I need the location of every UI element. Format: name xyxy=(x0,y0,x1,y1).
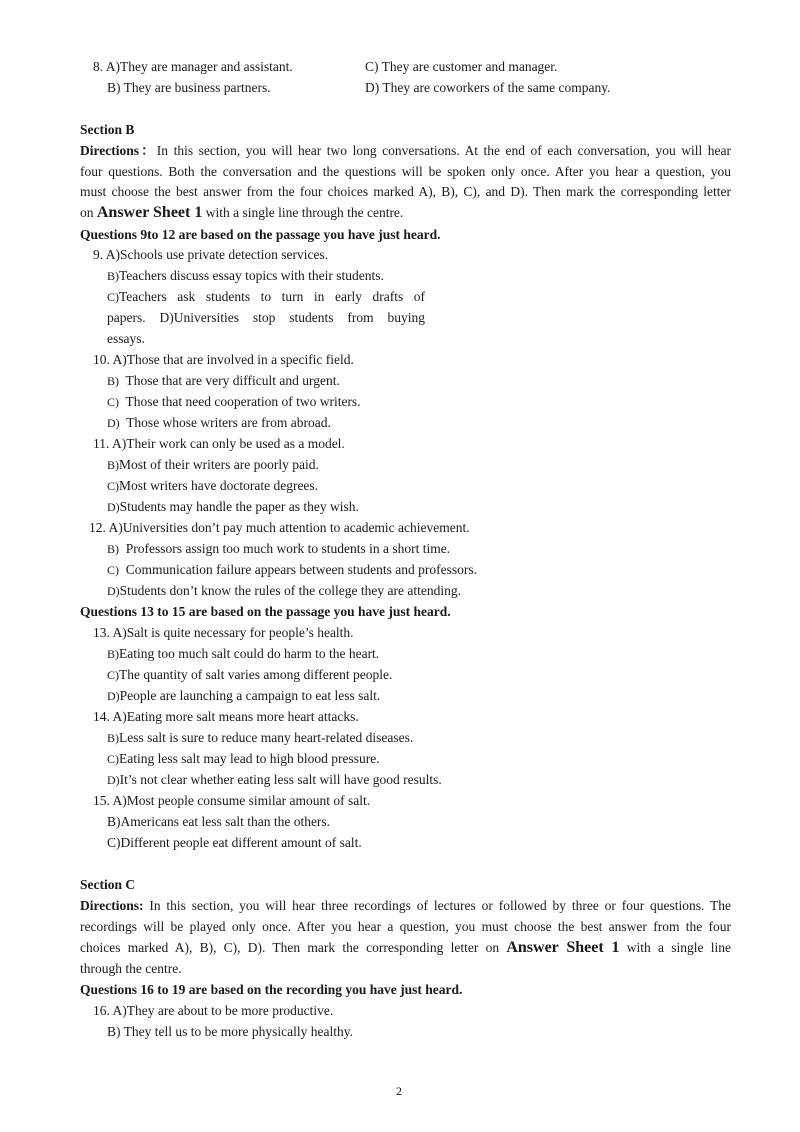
q10-option-c: C) Those that need cooperation of two writers. xyxy=(107,394,361,409)
q16-option-b: B) They tell us to be more physically healthy. xyxy=(107,1024,353,1039)
questions-13-15-heading: Questions 13 to 15 are based on the passage you have just heard. xyxy=(80,604,451,619)
q8-option-d: D) They are coworkers of the same company. xyxy=(365,80,611,95)
q12-option-c: C) Communication failure appears between students and professors. xyxy=(107,562,478,577)
q15-option-b: B)Americans eat less salt than the others. xyxy=(107,814,331,829)
q10-option-a: 10. A)Those that are involved in a specific field. xyxy=(93,352,354,367)
section-c-directions-line1: Directions: In this section, you will hear three recordings of lectures or followed by three or four questions. The xyxy=(80,898,731,913)
q12-option-a: 12. A)Universities don’t pay much attention to academic achievement. xyxy=(89,520,470,535)
q9-option-a: 9. A)Schools use private detection services. xyxy=(93,247,329,262)
section-b-heading: Section B xyxy=(80,122,135,137)
questions-9-12-heading: Questions 9to 12 are based on the passage you have just heard. xyxy=(80,227,441,242)
q9-option-b: B)Teachers discuss essay topics with their students. xyxy=(107,268,384,283)
section-c-directions-line2: recordings will be played only once. After you hear a question, you must choose the best answer from the four xyxy=(80,919,731,934)
q13-option-b: B)Eating too much salt could do harm to the heart. xyxy=(107,646,380,661)
answer-sheet-label: Answer Sheet 1 xyxy=(506,939,620,956)
q12-option-b: B) Professors assign too much work to students in a short time. xyxy=(107,541,451,556)
section-c-directions-line3: choices marked A), B), C), D). Then mark the corresponding letter on Answer Sheet 1 with a single line xyxy=(80,939,732,956)
q15-option-c: C)Different people eat different amount of salt. xyxy=(107,835,362,850)
section-b-directions-line1: Directions：In this section, you will hear two long conversations. At the end of each conversation, you will hear xyxy=(80,143,731,158)
page-number: 2 xyxy=(396,1084,402,1098)
q14-option-c: C)Eating less salt may lead to high blood pressure. xyxy=(107,751,380,766)
q11-option-a: 11. A)Their work can only be used as a model. xyxy=(93,436,345,451)
q14-option-a: 14. A)Eating more salt means more heart attacks. xyxy=(93,709,359,724)
section-b-directions-line4: on Answer Sheet 1 with a single line through the centre. xyxy=(80,204,404,221)
q13-option-d: D)People are launching a campaign to eat less salt. xyxy=(107,688,381,703)
section-b-directions-line3: must choose the best answer from the four choices marked A), B), C), and D). Then mark the corresponding letter xyxy=(80,184,731,199)
q9-option-c-line1: C)Teachers ask students to turn in early drafts of xyxy=(107,289,425,304)
q10-option-b: B) Those that are very difficult and urgent. xyxy=(107,373,340,388)
q13-option-c: C)The quantity of salt varies among different people. xyxy=(107,667,393,682)
q8-option-b: B) They are business partners. xyxy=(107,80,271,95)
q8-option-a: 8. A)They are manager and assistant. xyxy=(93,59,293,74)
q9-option-c-line2: papers. D)Universities stop students from buying xyxy=(107,310,425,325)
section-c-directions-line4: through the centre. xyxy=(80,961,182,976)
q16-option-a: 16. A)They are about to be more productive. xyxy=(93,1003,334,1018)
q12-option-d: D)Students don’t know the rules of the college they are attending. xyxy=(107,583,461,598)
q15-option-a: 15. A)Most people consume similar amount of salt. xyxy=(93,793,371,808)
directions-label: Directions: xyxy=(80,898,144,913)
q11-option-d: D)Students may handle the paper as they wish. xyxy=(107,499,359,514)
directions-label: Directions： xyxy=(80,143,157,158)
questions-16-19-heading: Questions 16 to 19 are based on the recording you have just heard. xyxy=(80,982,463,997)
section-c-heading: Section C xyxy=(80,877,136,892)
q8-option-c: C) They are customer and manager. xyxy=(365,59,558,74)
q14-option-b: B)Less salt is sure to reduce many heart-related diseases. xyxy=(107,730,414,745)
q11-option-b: B)Most of their writers are poorly paid. xyxy=(107,457,319,472)
q11-option-c: C)Most writers have doctorate degrees. xyxy=(107,478,319,493)
section-b-directions-line2: four questions. Both the conversation and the questions will be spoken only once. After you hear a question, you xyxy=(80,164,731,179)
q14-option-d: D)It’s not clear whether eating less salt will have good results. xyxy=(107,772,442,787)
q10-option-d: D) Those whose writers are from abroad. xyxy=(107,415,331,430)
answer-sheet-label: Answer Sheet 1 xyxy=(96,204,203,221)
q9-option-c-line3: essays. xyxy=(107,331,145,346)
q13-option-a: 13. A)Salt is quite necessary for people’s health. xyxy=(93,625,354,640)
